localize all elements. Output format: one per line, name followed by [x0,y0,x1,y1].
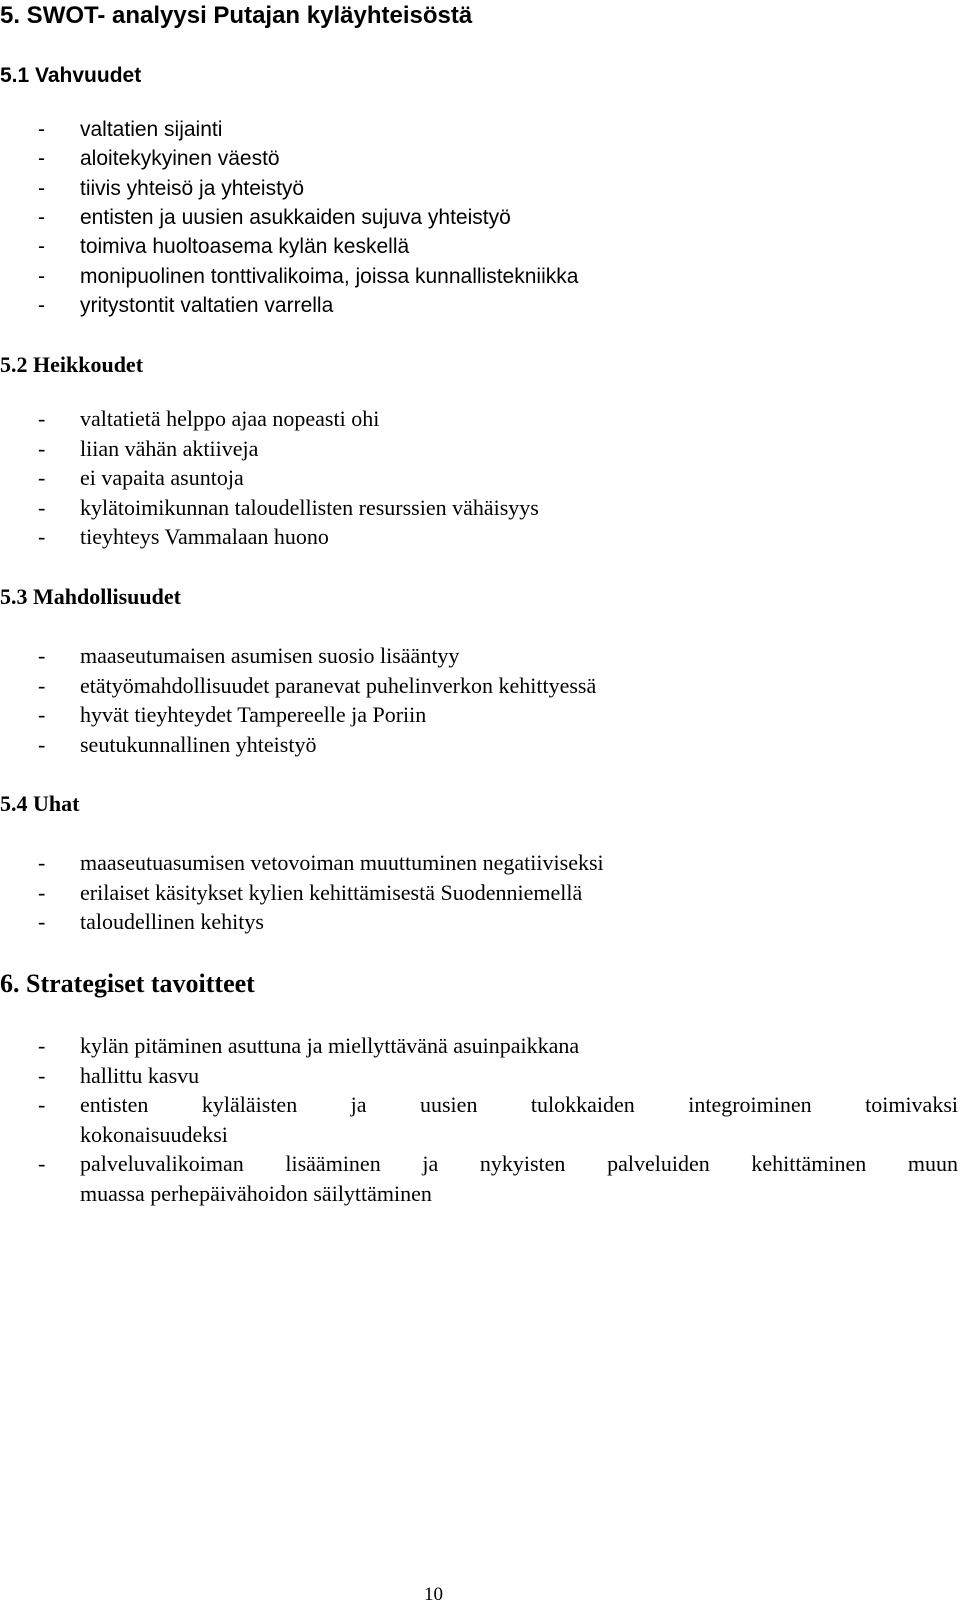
opportunities-heading: 5.3 Mahdollisuudet [0,584,181,609]
threats-heading: 5.4 Uhat [0,791,80,816]
strategy-heading: 6. Strategiset tavoitteet [0,969,255,998]
strengths-heading: 5.1 Vahvuudet [0,64,142,87]
list-item: - entisten kyläläisten ja uusien tulokkaiden integroiminen toimivaksi [38,1092,958,1117]
weaknesses-heading: 5.2 Heikkoudet [0,352,144,377]
page-title: 5. SWOT- analyysi Putajan kyläyhteisöstä [0,2,473,29]
page-number: 10 [424,1584,443,1605]
list-item: - palveluvalikoiman lisääminen ja nykyisten palveluiden kehittäminen muun [38,1151,958,1176]
